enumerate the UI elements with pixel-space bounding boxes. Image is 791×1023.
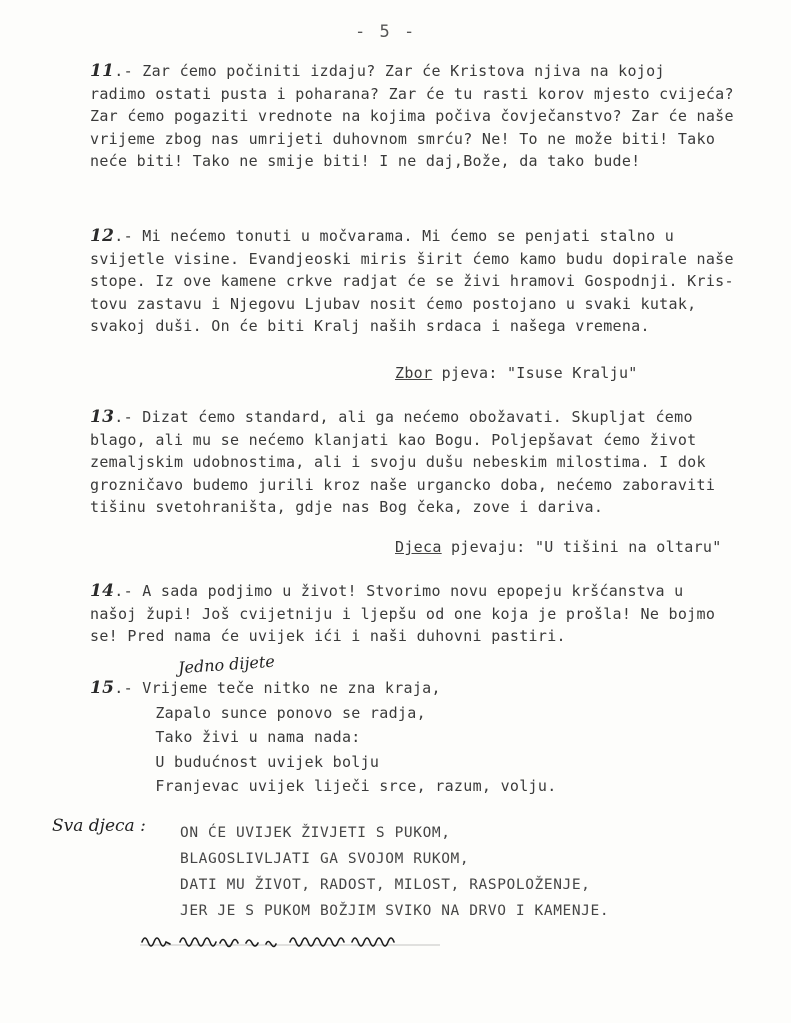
paragraph-first-line: .- Zar ćemo počiniti izdaju? Zar će Kristova njiva na kojoj [114, 62, 665, 80]
paragraph-line: zemaljskim udobnostima, ali i svoju dušu nebeskim milostima. I dok [90, 453, 706, 471]
paragraph-line: grozničavo budemo jurili kroz naše urgancko doba, nećemo zaboraviti [90, 475, 716, 494]
paragraph-line: našoj župi! Još cvijetniju i ljepšu od one koja je prošla! Ne bojmo [90, 604, 716, 623]
chorus-line: ON ĆE UVIJEK ŽIVJETI S PUKOM, [180, 825, 451, 841]
item-number: 12 [90, 226, 115, 246]
paragraph-11 [90, 60, 780, 173]
cue-lead: Zbor [395, 364, 433, 382]
item-number: 11 [90, 61, 115, 81]
cue-text: pjevaju: "U tišini na oltaru" [441, 538, 722, 556]
chorus-line: BLAGOSLIVLJATI GA SVOJOM RUKOM, [180, 851, 470, 867]
stage-direction-children [395, 538, 722, 556]
paragraph-first-line: .- Vrijeme teče nitko ne zna kraja, [114, 679, 441, 697]
paragraph-first-line: .- Dizat ćemo standard, ali ga nećemo obožavati. Skupljat ćemo [114, 408, 693, 426]
paragraph-line: svijetle visine. Evandjeoski miris širit ćemo kamo budu dopirale naše [90, 249, 734, 268]
paragraph-line: vrijeme zbog nas umrijeti duhovnom smrću? Ne! To ne može biti! Tako [90, 129, 716, 148]
paragraph-line: stope. Iz ove kamene crkve radjat će se živi hramovi Gospodnji. Kris- [90, 272, 734, 290]
handwritten-chorus-speaker: Sva djeca : [52, 816, 146, 836]
item-number: 14 [90, 581, 115, 601]
paragraph-line: se! Pred nama će uvijek ići i naši duhovni pastiri. [90, 627, 566, 645]
paragraph-first-line: .- A sada podjimo u život! Stvorimo novu epopeju kršćanstva u [114, 582, 684, 600]
cue-text: pjeva: "Isuse Kralju" [432, 364, 638, 382]
paragraph-line: neće biti! Tako ne smije biti! I ne daj,Bože, da tako bude! [90, 152, 641, 170]
paragraph-first-line: .- Mi nećemo tonuti u močvarama. Mi ćemo se penjati stalno u [114, 227, 675, 245]
paragraph-12 [90, 225, 780, 338]
handwritten-speaker-note: Jedno dijete [177, 651, 276, 678]
scribbled-out-line [140, 930, 440, 952]
cue-lead: Djeca [395, 538, 442, 556]
paragraph-line: tovu zastavu i Njegovu Ljubav nosit ćemo postojano u svaki kutak, [90, 294, 697, 313]
paragraph-15 [90, 676, 780, 799]
paragraph-13 [90, 406, 780, 519]
poem-line: U budućnost uvijek bolju [155, 752, 380, 771]
chorus-line: JER JE S PUKOM BOŽJIM SVIKO NA DRVO I KAMENJE. [180, 903, 610, 919]
poem-line: Franjevac uvijek liječi srce, razum, volju. [155, 777, 557, 795]
poem-line: Zapalo sunce ponovo se radja, [155, 703, 426, 722]
paragraph-line: blago, ali mu se nećemo klanjati kao Bogu. Poljepšavat ćemo život [90, 430, 697, 449]
paragraph-line: radimo ostati pusta i poharana? Zar će tu rasti korov mjesto cvijeća? [90, 84, 734, 103]
paragraph-line: svakoj duši. On će biti Kralj naših srdaca i našega vremena. [90, 317, 650, 335]
poem-line: Tako živi u nama nada: [155, 728, 361, 746]
paragraph-line: Zar ćemo pogaziti vrednote na kojima počiva čovječanstvo? Zar će naše [90, 107, 734, 125]
chorus-line: DATI MU ŽIVOT, RADOST, MILOST, RASPOLOŽENJE, [180, 877, 591, 893]
paragraph-14 [90, 580, 780, 648]
chorus-block [180, 820, 609, 924]
paragraph-line: tišinu svetohraništa, gdje nas Bog čeka, zove i dariva. [90, 498, 604, 516]
page-number: - 5 - [355, 22, 417, 42]
item-number: 15 [90, 678, 115, 698]
item-number: 13 [90, 407, 115, 427]
stage-direction-choir [395, 364, 638, 382]
